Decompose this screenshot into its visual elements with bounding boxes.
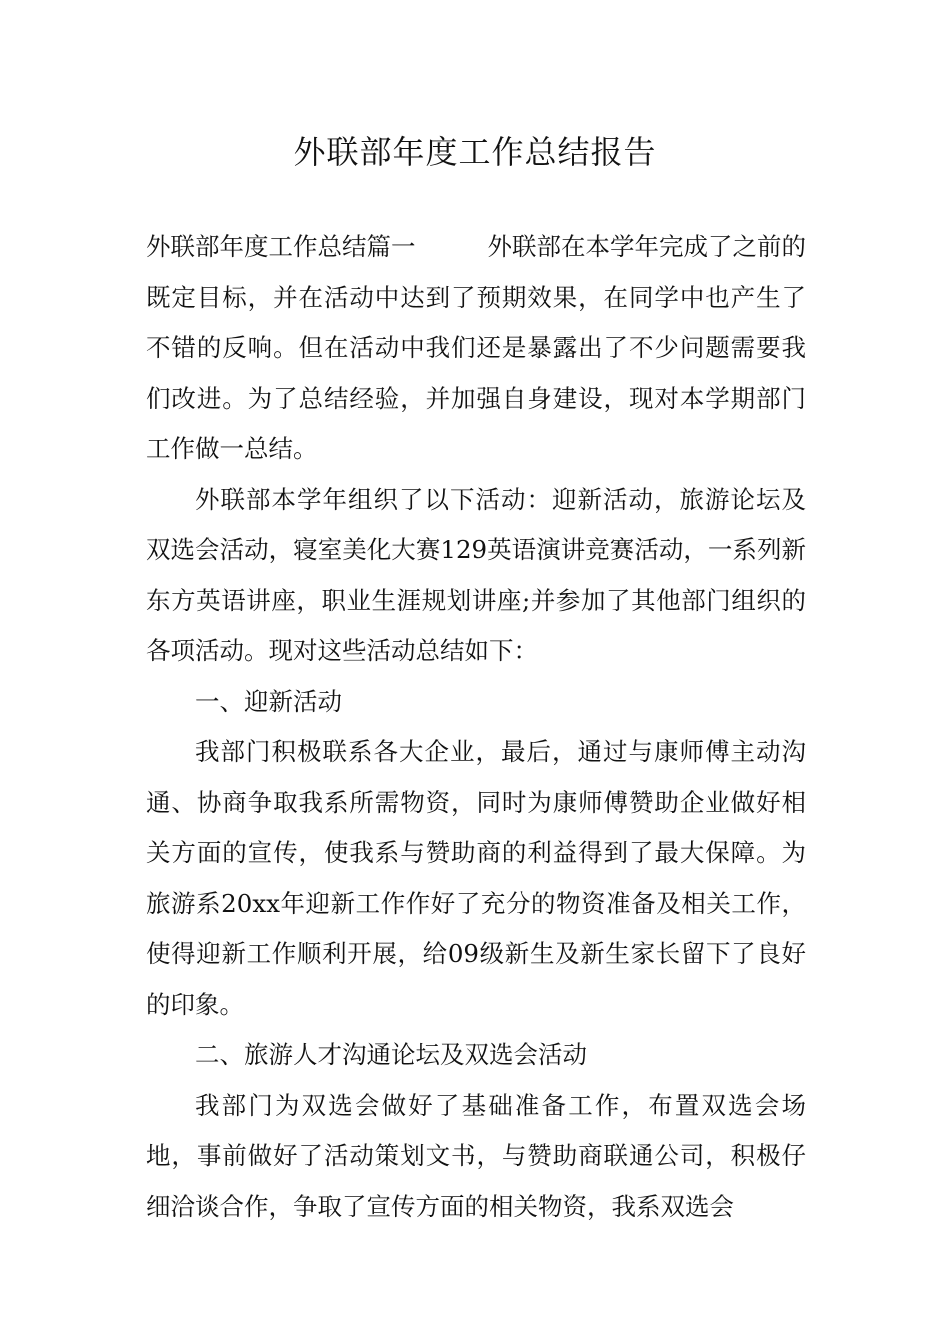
section-heading-2: 二、旅游人才沟通论坛及双选会活动 — [195, 1040, 587, 1069]
section-heading-1: 一、迎新活动 — [195, 686, 342, 716]
paragraph-1: 外联部在本学年完成了之前的既定目标，并在活动中达到了预期效果，在同学中也产生了不错的反响。但在活动中我们还是暴露出了不少问题需要我们改进。为了总结经验，并加强自身建设，现对本学期部门工作做一总结。 — [146, 232, 806, 463]
paragraph-intro — [146, 222, 806, 475]
paragraph-2: 外联部本学年组织了以下活动：迎新活动，旅游论坛及双选会活动，寝室美化大赛129英语演讲竞赛活动，一系列新东方英语讲座，职业生涯规划讲座;并参加了其他部门组织的各项活动。现对这些活动总结如下： — [146, 484, 806, 665]
paragraph-3: 我部门积极联系各大企业，最后，通过与康师傅主动沟通、协商争取我系所需物资，同时为康师傅赞助企业做好相关方面的宣传，使我系与赞助商的利益得到了最大保障。为旅游系20xx年迎新工作作好了充分的物资准备及相关工作，使得迎新工作顺利开展，给09级新生及新生家长留下了良好的印象。 — [146, 737, 806, 1019]
document-body — [146, 222, 806, 1232]
document-title: 外联部年度工作总结报告 — [293, 133, 657, 171]
intro-heading: 外联部年度工作总结篇一 — [146, 232, 416, 261]
paragraph-4: 我部门为双选会做好了基础准备工作，布置双选会场地，事前做好了活动策划文书，与赞助商联通公司，积极仔细洽谈合作，争取了宣传方面的相关物资，我系双选会 — [146, 1090, 806, 1221]
